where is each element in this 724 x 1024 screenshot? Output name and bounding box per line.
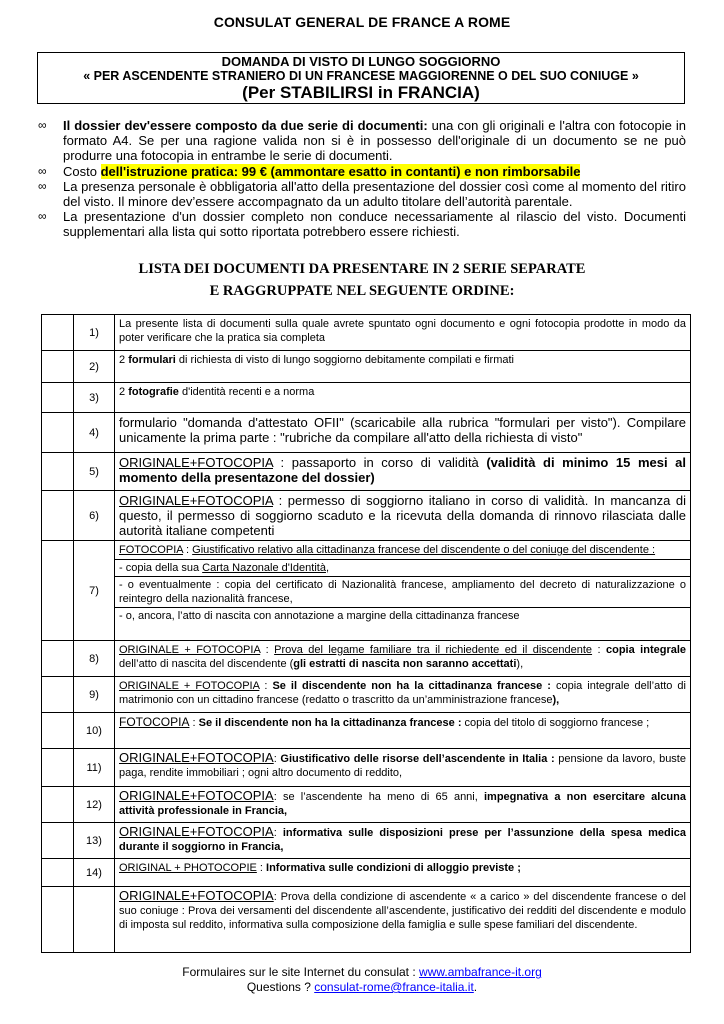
infinity-bullet-icon: ∞ bbox=[38, 178, 47, 193]
checkbox-cell[interactable] bbox=[42, 713, 74, 749]
row-number: 8) bbox=[74, 641, 115, 677]
row-text: FOTOCOPIA : Giustificativo relativo alla cittadinanza francese del discendente o del coniuge del discendente : - copia della sua Carta Nazonale d'Identità, - o eventualmente : copia del certificato di Nazionalità francese, ampliamento del decreto di naturalizzazione o reintegro della nazionalità francese, - o, ancora, l’atto di nascita con annotazione a margine della cittadinanza francese bbox=[115, 541, 691, 641]
table-row bbox=[42, 641, 691, 677]
infinity-bullet-icon: ∞ bbox=[38, 163, 47, 178]
instruction-item: ∞ La presentazione d'un dossier completo non conduce necessariamente al rilascio del visto. Documenti supplementari alla lista qui sotto riportata potrebbero essere richiesti. bbox=[38, 209, 686, 240]
table-row bbox=[42, 823, 691, 859]
checkbox-cell[interactable] bbox=[42, 823, 74, 859]
row-text: ORIGINALE + FOTOCOPIA : Se il discendente non ha la cittadinanza francese : copia integrale dell’atto di matrimonio con un cittadino francese (redatto o trascritto da un’amministrazione francese), bbox=[115, 677, 691, 713]
table-row bbox=[42, 413, 691, 453]
row-number: 2) bbox=[74, 351, 115, 383]
row-text: 2 fotografie d'identità recenti e a norma bbox=[115, 383, 691, 413]
row-text: ORIGINALE+FOTOCOPIA: Prova della condizione di ascendente « a carico » del discendente francese o del suo coniuge : Prova dei versamenti del discendente all’ascendente, justificativo dei redditi del discendente e modulo di imposta sul reddito, informativa sulla composizione della famiglia e sulle spese familiari del discendente. bbox=[115, 887, 691, 953]
row-number: 9) bbox=[74, 677, 115, 713]
checkbox-cell[interactable] bbox=[42, 383, 74, 413]
title-line-2: « PER ASCENDENTE STRANIERO DI UN FRANCESE MAGGIORENNE O DEL SUO CONIUGE » bbox=[83, 69, 639, 83]
row-number: 10) bbox=[74, 713, 115, 749]
table-row bbox=[42, 887, 691, 953]
table-row bbox=[42, 541, 691, 641]
infinity-bullet-icon: ∞ bbox=[38, 118, 47, 132]
instructions-list bbox=[38, 118, 686, 240]
row-number: 1) bbox=[74, 315, 115, 351]
checkbox-cell[interactable] bbox=[42, 749, 74, 787]
list-heading: LISTA DEI DOCUMENTI DA PRESENTARE IN 2 SERIE SEPARATE E RAGGRUPPATE NEL SEGUENTE ORDINE: bbox=[138, 261, 586, 299]
infinity-bullet-icon: ∞ bbox=[38, 209, 47, 224]
checkbox-cell[interactable] bbox=[42, 677, 74, 713]
table-row bbox=[42, 351, 691, 383]
checkbox-cell[interactable] bbox=[42, 413, 74, 453]
checkbox-cell[interactable] bbox=[42, 315, 74, 351]
row-text: ORIGINALE+FOTOCOPIA : permesso di soggiorno italiano in corso di validità. In mancanza di questo, il permesso di soggiorno scaduto e la ricevuta della domanda di rinnovo rilasciata dalle autorità italiane competenti bbox=[115, 491, 691, 541]
instruction-item: ∞ La presenza personale è obbligatoria all'atto della presentazione del dossier così come al momento del ritiro del visto. Il minore dev’essere accompagnato da un adulto titolare dell’autorità parentale. bbox=[38, 178, 686, 210]
row-number: 11) bbox=[74, 749, 115, 787]
instruction-item: ∞ Il dossier dev'essere composto da due serie di documenti: una con gli originali e l'altra con fotocopie in formato A4. Se per una ragione valida non si è in possesso dell'originale di un documento se ne può produrre una fotocopia in entrambe le serie di documenti. bbox=[38, 118, 686, 164]
checkbox-cell[interactable] bbox=[42, 887, 74, 953]
table-row bbox=[42, 677, 691, 713]
row-text: ORIGINALE+FOTOCOPIA: informativa sulle disposizioni prese per l’assunzione della spesa medica durante il soggiorno in Francia, bbox=[115, 823, 691, 859]
checkbox-cell[interactable] bbox=[42, 351, 74, 383]
row-text: ORIGINALE+FOTOCOPIA : passaporto in corso di validità (validità di minimo 15 mesi al momento della presentazone del dossier) bbox=[115, 453, 691, 491]
row-text: ORIGINALE+FOTOCOPIA: Giustificativo delle risorse dell’ascendente in Italia : pensione da lavoro, buste paga, rendite immobiliari ; ogni altro documento di reddito, bbox=[115, 749, 691, 787]
table-row bbox=[42, 713, 691, 749]
row-number: 6) bbox=[74, 491, 115, 541]
title-line-1: DOMANDA DI VISTO DI LUNGO SOGGIORNO bbox=[221, 54, 501, 69]
consulate-email-link[interactable]: consulat-rome@france-italia.it bbox=[314, 980, 474, 994]
checkbox-cell[interactable] bbox=[42, 541, 74, 641]
row-number: 12) bbox=[74, 787, 115, 823]
checkbox-cell[interactable] bbox=[42, 787, 74, 823]
consulate-website-link[interactable]: www.ambafrance-it.org bbox=[419, 965, 542, 979]
consulat-heading: CONSULAT GENERAL DE FRANCE A ROME bbox=[213, 14, 511, 30]
checkbox-cell[interactable] bbox=[42, 491, 74, 541]
row-number: 3) bbox=[74, 383, 115, 413]
row-number: 4) bbox=[74, 413, 115, 453]
row-text: ORIGINAL + PHOTOCOPIE : Informativa sulle condizioni di alloggio previste ; bbox=[115, 859, 691, 887]
row-number: 7) bbox=[74, 541, 115, 641]
row-text: ORIGINALE+FOTOCOPIA: se l’ascendente ha meno di 65 anni, impegnativa a non esercitare alcuna attività professionale in Francia, bbox=[115, 787, 691, 823]
title-box bbox=[37, 52, 685, 104]
table-row bbox=[42, 315, 691, 351]
table-row bbox=[42, 859, 691, 887]
cost-highlight: dell'istruzione pratica: 99 € (ammontare esatto in contanti) e non rimborsabile bbox=[100, 163, 581, 179]
row-text: ORIGINALE + FOTOCOPIA : Prova del legame familiare tra il richiedente ed il discendente : copia integrale dell’atto di nascita del discendente (gli estratti di nascita non saranno accettati), bbox=[115, 641, 691, 677]
title-line-3: (Per STABILIRSI in FRANCIA) bbox=[242, 83, 480, 102]
instruction-item: ∞ Costo dell'istruzione pratica: 99 € (ammontare esatto in contanti) e non rimborsabile bbox=[38, 163, 581, 179]
row-number: 5) bbox=[74, 453, 115, 491]
footer: Formulaires sur le site Internet du consulat : www.ambafrance-it.org Questions ? consulat-rome@france-italia.it. bbox=[182, 965, 542, 994]
table-row bbox=[42, 383, 691, 413]
table-row bbox=[42, 491, 691, 541]
checkbox-cell[interactable] bbox=[42, 453, 74, 491]
checkbox-cell[interactable] bbox=[42, 641, 74, 677]
row-text: 2 formulari di richiesta di visto di lungo soggiorno debitamente compilati e firmati bbox=[115, 351, 691, 383]
checkbox-cell[interactable] bbox=[42, 859, 74, 887]
table-row bbox=[42, 787, 691, 823]
table-row bbox=[42, 749, 691, 787]
table-row bbox=[42, 453, 691, 491]
row-number bbox=[74, 887, 115, 953]
row-number: 13) bbox=[74, 823, 115, 859]
documents-table bbox=[41, 314, 691, 953]
row-number: 14) bbox=[74, 859, 115, 887]
row-text: FOTOCOPIA : Se il discendente non ha la cittadinanza francese : copia del titolo di soggiorno francese ; bbox=[115, 713, 691, 749]
row-text: formulario "domanda d'attestato OFII" (scaricabile alla rubrica "formulari per visto"). Compilare unicamente la prima parte : "rubriche da compilare all'atto della richiesta di visto" bbox=[115, 413, 691, 453]
row-text: La presente lista di documenti sulla quale avrete spuntato ogni documento e ogni fotocopia prodotte in modo da poter verificare che la pratica sia completa bbox=[115, 315, 691, 351]
